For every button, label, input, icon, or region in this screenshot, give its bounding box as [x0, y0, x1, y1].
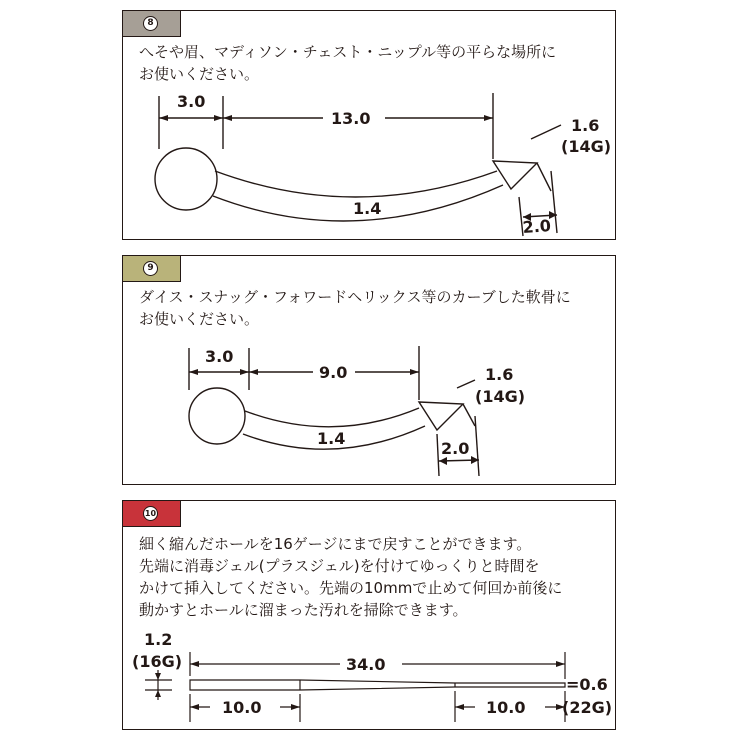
panel-10-number-badge: 10: [143, 506, 158, 521]
panel-9-gauge-mm: 1.6: [485, 365, 514, 384]
panel-10-thin-mm: =0.6: [566, 675, 608, 694]
panel-9-shaft-dim: 1.4: [317, 429, 346, 448]
panel-9-description: ダイス・スナッグ・フォワードヘリックス等のカーブした軟骨に お使いください。: [139, 288, 571, 328]
panel-10-thick-gauge: (16G): [132, 652, 183, 671]
panel-8-gauge: (14G): [561, 137, 612, 156]
panel-8-description: へそや眉、マディソン・チェスト・ニップル等の平らな場所に お使いください。: [139, 43, 557, 83]
panel-8-gauge-mm: 1.6: [571, 116, 600, 135]
panel-10-description: 細く縮んだホールを16ゲージにまで戻すことができます。 先端に消毒ジェル(プラスジェル)を付けてゆっくりと時間を かけて挿入してください。先端の10mmで止めて何回か前後に 動かすとホールに溜まった汚れを掃除できます。: [139, 535, 563, 619]
panel-8-shaft-dim: 1.4: [353, 199, 382, 218]
panel-10-taper: [190, 680, 565, 690]
panel-8-number-badge: 8: [143, 16, 158, 31]
panel-8-length-dim: 13.0: [331, 109, 371, 128]
panel-9-length-dim: 9.0: [319, 363, 348, 382]
panel-9-number-badge: 9: [143, 261, 158, 276]
panel-8-cone-dim: 2.0: [521, 216, 552, 237]
panel-10-length-dim: 34.0: [346, 655, 386, 674]
panel-10-thick-mm: 1.2: [144, 630, 173, 649]
panel-10-thin-gauge: (22G): [562, 698, 613, 717]
panel-8-ball-dim: 3.0: [177, 92, 206, 111]
panel-10-right-seg-dim: 10.0: [486, 698, 526, 717]
panel-10-left-seg-dim: 10.0: [222, 698, 262, 717]
panel-9-cone-dim: 2.0: [441, 439, 470, 458]
panel-9-ball-dim: 3.0: [205, 347, 234, 366]
panel-9-gauge: (14G): [475, 387, 526, 406]
